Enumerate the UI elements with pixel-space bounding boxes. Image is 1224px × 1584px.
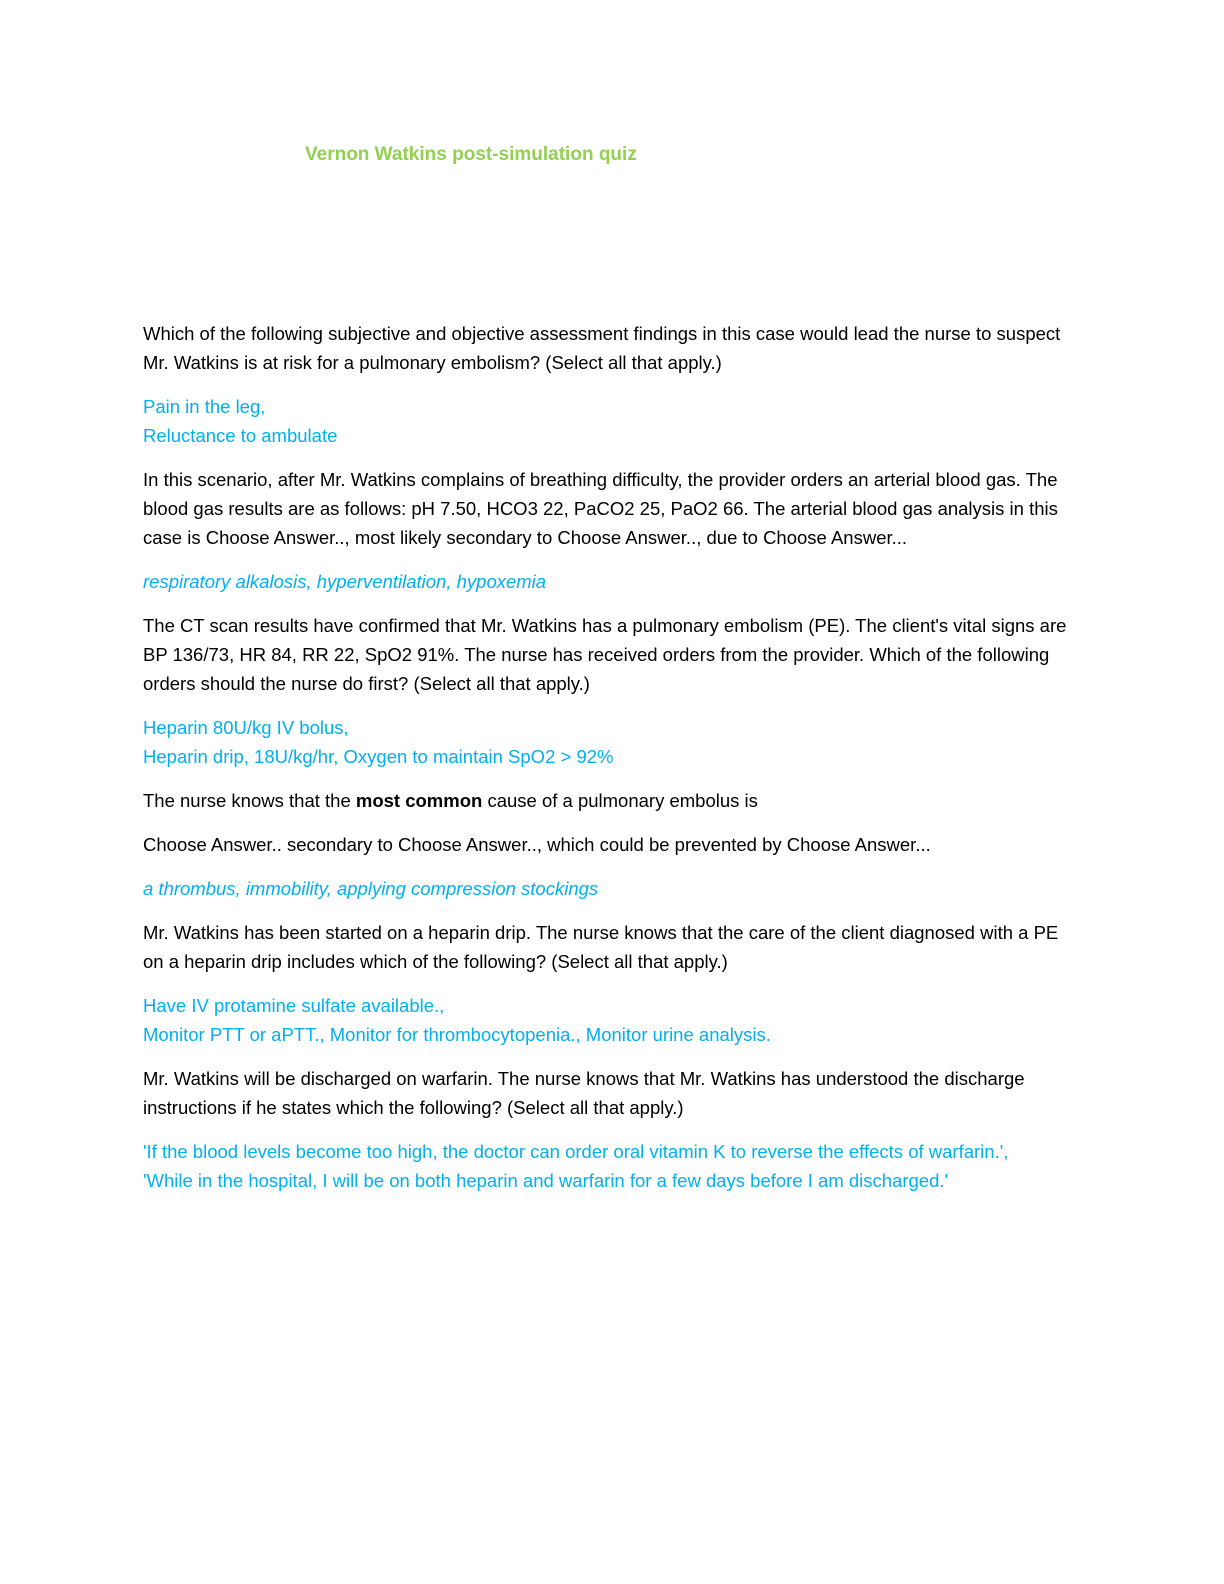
question-3: The CT scan results have confirmed that Mr. Watkins has a pulmonary embolism (PE). The client's vital signs are BP 136/73, HR 84, RR 22, SpO2 91%. The nurse has received orders from the provider. Which of the following orders should the nurse do first? (Select all that apply.) [143, 615, 1067, 694]
question-4-emphasis: most common [355, 790, 483, 811]
question-2: In this scenario, after Mr. Watkins complains of breathing difficulty, the provider orders an arterial blood gas. The blood gas results are as follows: pH 7.50, HCO3 22, PaCO2 25, PaO2 66. The arterial blood gas analysis in this case is Choose Answer.., most likely secondary to Choose Answer.., due to Choose Answer... [143, 469, 1058, 548]
question-4-text-end: cause of a pulmonary embolus is [482, 790, 758, 811]
answer-5-line-2: Monitor PTT or aPTT., Monitor for thrombocytopenia., Monitor urine analysis. [143, 1024, 771, 1045]
answer-1-line-2: Reluctance to ambulate [143, 425, 338, 446]
question-4 [143, 786, 1078, 815]
answer-6-line-2: 'While in the hospital, I will be on both heparin and warfarin for a few days before I am discharged.' [143, 1170, 949, 1191]
answer-2: respiratory alkalosis, hyperventilation, hypoxemia [143, 571, 547, 592]
answer-3-line-1: Heparin 80U/kg IV bolus, [143, 717, 349, 738]
question-5: Mr. Watkins has been started on a heparin drip. The nurse knows that the care of the client diagnosed with a PE on a heparin drip includes which of the following? (Select all that apply.) [143, 922, 1059, 972]
answer-3 [143, 713, 1078, 771]
answer-5 [143, 991, 1078, 1049]
answer-5-line-1: Have IV protamine sulfate available., [143, 995, 445, 1016]
answer-3-line-2: Heparin drip, 18U/kg/hr, Oxygen to maintain SpO2 > 92% [143, 746, 614, 767]
answer-4: a thrombus, immobility, applying compression stockings [143, 878, 599, 899]
answer-1 [143, 392, 1078, 450]
question-4-line-2: Choose Answer.. secondary to Choose Answer.., which could be prevented by Choose Answer... [143, 834, 931, 855]
quiz-content [143, 319, 1078, 1210]
question-6: Mr. Watkins will be discharged on warfarin. The nurse knows that Mr. Watkins has understood the discharge instructions if he states which the following? (Select all that apply.) [143, 1068, 1025, 1118]
question-1: Which of the following subjective and objective assessment findings in this case would lead the nurse to suspect Mr. Watkins is at risk for a pulmonary embolism? (Select all that apply.) [143, 323, 1061, 373]
answer-6 [143, 1137, 1078, 1195]
question-4-text-start: The nurse knows that the [143, 790, 356, 811]
answer-6-line-1: 'If the blood levels become too high, the doctor can order oral vitamin K to reverse the effects of warfarin.', [143, 1141, 1009, 1162]
answer-1-line-1: Pain in the leg, [143, 396, 266, 417]
document-title: Vernon Watkins post-simulation quiz [305, 144, 637, 165]
